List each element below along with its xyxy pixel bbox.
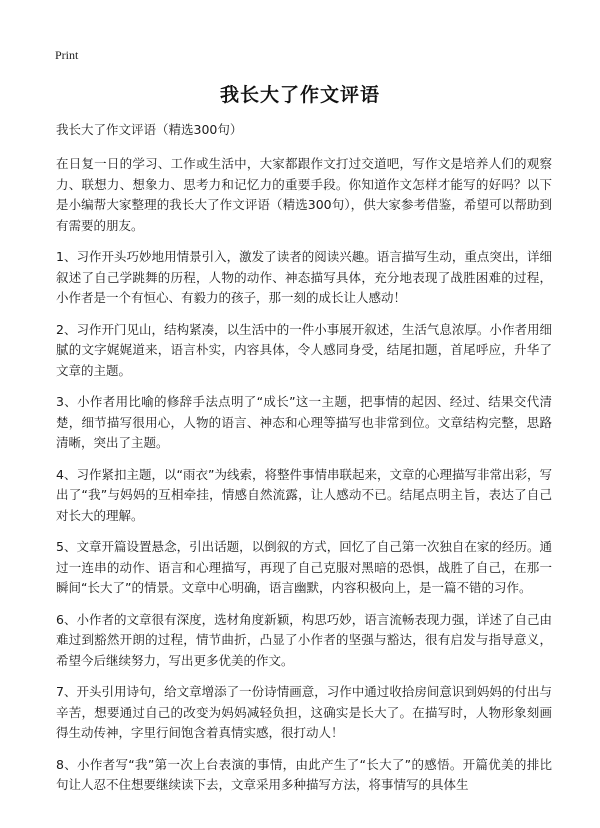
comment-paragraph-4: 4、习作紧扣主题，以“雨衣”为线索，将整件事情串联起来，文章的心理描写非常出彩，写出了“我”与妈妈的互相牵挂，情感自然流露，让人感动不已。结尾点明主旨，表达了自己对长大的理解。	[56, 466, 553, 523]
comment-paragraph-6: 6、小作者的文章很有深度，选材角度新颖，构思巧妙，语言流畅表现力强，详述了自己由难过到豁然开朗的过程，情节曲折，凸显了小作者的坚强与豁达，很有启发与指导意义，希望今后继续努力，写出更多优美的作文。	[56, 611, 552, 668]
comment-paragraph-3: 3、小作者用比喻的修辞手法点明了“成长”这一主题，把事情的起因、经过、结果交代清楚，细节描写很用心，人物的语言、神态和心理等描写也非常到位。文章结构完整，思路清晰，突出了主题。	[56, 394, 552, 450]
print-link[interactable]: Print	[55, 48, 79, 62]
comment-paragraph-2: 2、习作开门见山，结构紧凑，以生活中的一件小事展开叙述，生活气息浓厚。小作者用细腻的文字娓娓道来，语言朴实，内容具体，令人感同身受，结尾扣题，首尾呼应，升华了文章的主题。	[56, 321, 552, 378]
comment-paragraph-5: 5、文章开篇设置悬念，引出话题，以倒叙的方式，回忆了自己第一次独自在家的经历。通过一连串的动作、语言和心理描写，再现了自己克服对黑暗的恐惧，战胜了自己，在那一瞬间“长大了”的情景。文章中心明确，语言幽默，内容积极向上，是一篇不错的习作。	[56, 539, 552, 595]
comment-paragraph-8: 8、小作者写“我”第一次上台表演的事情，由此产生了“长大了”的感悟。开篇优美的排比句让人忍不住想要继续读下去，文章采用多种描写方法，将事情写的具体生	[56, 756, 552, 792]
comment-paragraph-7: 7、开头引用诗句，给文章增添了一份诗情画意，习作中通过收拾房间意识到妈妈的付出与辛苦，想要通过自己的改变为妈妈减轻负担，这确实是长大了。在描写时，人物形象刻画得生动传神，字里行间饱含着真情实感，很打动人！	[56, 684, 552, 740]
article-subtitle: 我长大了作文评语（精选300句）	[56, 122, 243, 137]
page-title: 我长大了作文评语	[219, 84, 380, 106]
article-body	[56, 120, 552, 807]
comment-paragraph-1: 1、习作开头巧妙地用情景引入，激发了读者的阅读兴趣。语言描写生动，重点突出，详细叙述了自己学跳舞的历程，人物的动作、神态描写具体，充分地表现了战胜困难的过程，小作者是一个有恒心、有毅力的孩子，那一刻的成长让人感动！	[56, 249, 552, 305]
intro-paragraph: 在日复一日的学习、工作或生活中，大家都跟作文打过交道吧，写作文是培养人们的观察力、联想力、想象力、思考力和记忆力的重要手段。你知道作文怎样才能写的好吗？以下是小编帮大家整理的我长大了作文评语（精选300句），供大家参考借鉴，希望可以帮助到有需要的朋友。	[56, 156, 552, 233]
